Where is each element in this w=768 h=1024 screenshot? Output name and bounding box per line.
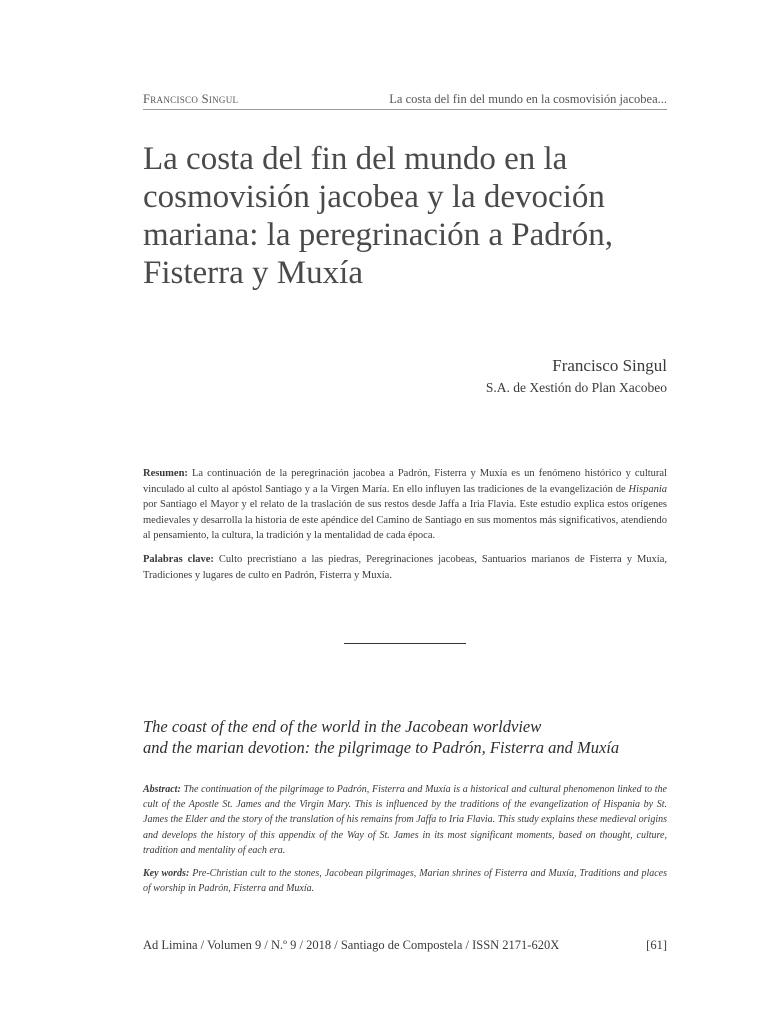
running-head <box>143 92 667 107</box>
resumen-text-2: por Santiago el Mayor y el relato de la traslación de sus restos desde Jaffa a Iria Flavia. Este estudio explica estos orígenes medievales y desarrolla la historia de este apéndice del Camino de Santiago en sus momentos más significativos, atendiendo al pensamiento, la cultura, la tradición y la mentalidad de cada época. <box>143 499 667 542</box>
abstract-text: The continuation of the pilgrimage to Padrón, Fisterra and Muxía is a historical and cultural phenomenon linked to the cult of the Apostle St. James and the Virgin Mary. This is influenced by the traditions of the evangelization of Hispania by St. James the Elder and the story of the translation of his remains from Jaffa to Iria Flavia. This study explains these medieval origins and develops the history of this appendix of the Way of St. James in its most significant moments, based on thought, culture, tradition and mentality of each era. <box>143 784 667 856</box>
running-head-author: Francisco Singul <box>143 92 239 106</box>
journal-citation: Ad Limina / Volumen 9 / N.º 9 / 2018 / Santiago de Compostela / ISSN 2171-620X <box>143 938 560 952</box>
keywords-text: Pre-Christian cult to the stones, Jacobean pilgrimages, Marian shrines of Fisterra and Muxía, Traditions and places of worship in Padrón, Fisterra and Muxía. <box>143 868 667 895</box>
running-head-title: La costa del fin del mundo en la cosmovisión jacobea... <box>389 92 667 106</box>
keywords-label: Key words: <box>143 868 190 880</box>
author-block <box>486 354 667 398</box>
section-divider <box>344 643 466 644</box>
page-number: [61] <box>646 938 667 952</box>
author-name: Francisco Singul <box>552 356 667 375</box>
palabras-clave-text: Culto precristiano a las piedras, Peregrinaciones jacobeas, Santuarios marianos de Fisterra y Muxía, Tradiciones y lugares de culto en Padrón, Fisterra y Muxía. <box>143 553 667 581</box>
author-affiliation: S.A. de Xestión do Plan Xacobeo <box>485 380 667 395</box>
abstract-label: Abstract: <box>143 784 181 795</box>
page-footer <box>143 938 667 953</box>
resumen-label: Resumen: <box>143 468 188 479</box>
keywords-paragraph <box>143 866 667 896</box>
abstract-paragraph <box>143 782 667 858</box>
resumen-paragraph <box>143 466 667 544</box>
abstract-english <box>143 782 667 904</box>
resumen-text-italic: Hispania <box>628 483 667 495</box>
abstract-spanish <box>143 466 667 591</box>
article-title: La costa del fin del mundo en la cosmovisión jacobea y la devoción mariana: la peregrinación a Padrón, Fisterra y Muxía <box>143 141 614 291</box>
journal-page <box>143 0 667 1024</box>
english-title-line-2: and the marian devotion: the pilgrimage to Padrón, Fisterra and Muxía <box>143 738 620 757</box>
resumen-text-1: La continuación de la peregrinación jacobea a Padrón, Fisterra y Muxía es un fenómeno histórico y cultural vinculado al culto al apóstol Santiago y a la Virgen María. En ello influyen las tradiciones de la evangelización de <box>143 468 667 495</box>
palabras-clave-paragraph <box>143 552 667 583</box>
running-head-rule <box>143 109 667 110</box>
english-title-line-1: The coast of the end of the world in the Jacobean worldview <box>143 717 542 736</box>
english-title <box>143 716 667 758</box>
palabras-clave-label: Palabras clave: <box>143 553 214 565</box>
